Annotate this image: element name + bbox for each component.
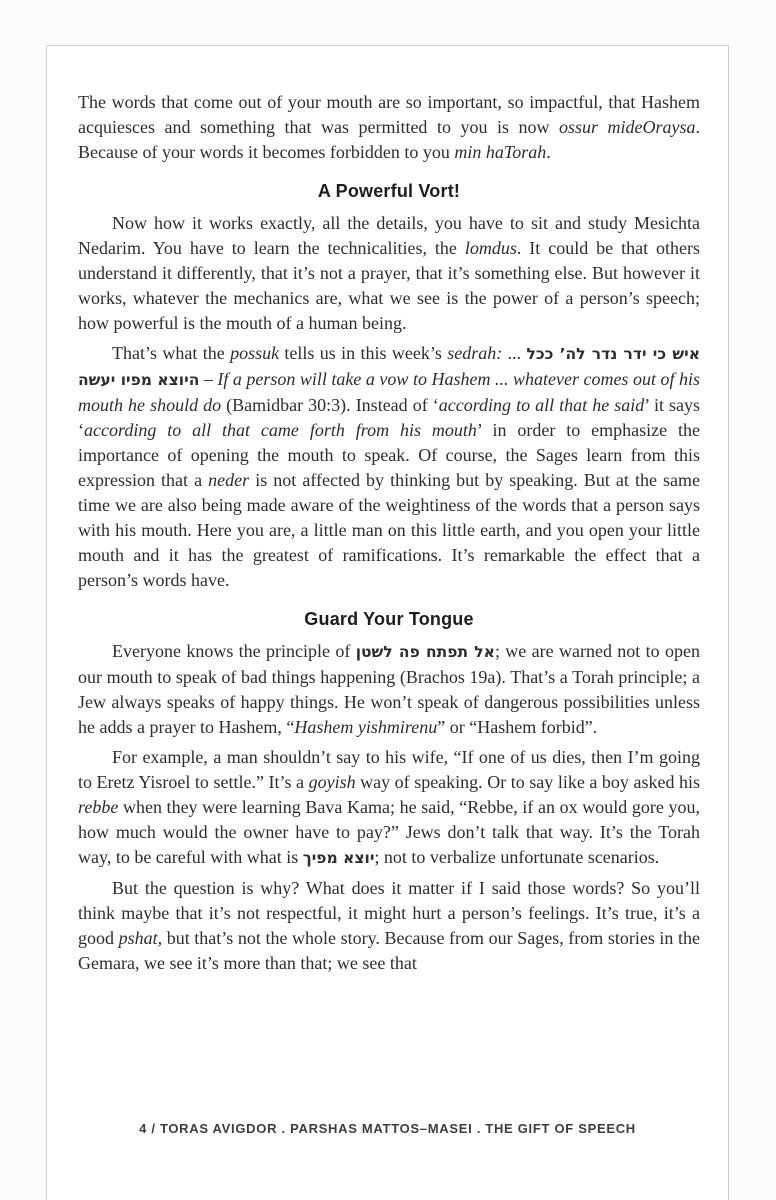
text-run: If a person will take a vow to Hashem ... whatever comes out of his mouth he should do — [78, 369, 700, 415]
page-container — [46, 45, 729, 1200]
text-run: For example, a man shouldn’t say to his wife, “If one of us dies, then I’m going to Eretz Yisroel to settle.” It’s a — [78, 747, 700, 792]
text-run: The words that come out of your mouth are so important, so impactful, that Hashem acquiesces and something that was permitted to you is now — [78, 92, 700, 137]
text-run: tells us in this week’s — [279, 343, 448, 363]
text-run: neder — [208, 470, 250, 490]
section-heading: A Powerful Vort! — [317, 181, 461, 201]
paragraph — [78, 745, 700, 871]
text-run: sedrah: — [447, 343, 503, 363]
text-run: ; not to verbalize unfortunate scenarios. — [374, 847, 660, 867]
document-content — [47, 46, 728, 976]
text-run: way of speaking. Or to say like a boy asked his — [355, 772, 700, 792]
text-run: Hashem yishmirenu — [294, 717, 438, 737]
text-run: That’s what the — [112, 343, 231, 363]
text-run: possuk — [230, 343, 280, 363]
text-run: ossur mideOraysa — [558, 117, 696, 137]
page-footer: 4 / TORAS AVIGDOR . PARSHAS MATTOS–MASEI . THE GIFT OF SPEECH — [139, 1121, 636, 1136]
text-run: pshat — [118, 928, 158, 948]
text-run: , but that’s not the whole story. Because from our Sages, from stories in the Gemara, we see it’s more than that; we see that — [78, 928, 701, 973]
hebrew-text-run: יוצא מפיך — [302, 849, 375, 867]
paragraph — [78, 90, 700, 165]
text-run: goyish — [308, 772, 356, 792]
text-run: rebbe — [78, 797, 119, 817]
text-run: . It could be that others understand it differently, that it’s not a prayer, that it’s something else. But however it works, whatever the mechanics are, what we see is the power of a person’s speech; how powerful is the mouth of a human being. — [78, 238, 700, 333]
text-run: according to all that he said — [438, 395, 645, 415]
text-run: . — [546, 142, 551, 162]
text-run: lomdus — [464, 238, 517, 258]
text-run: But the question is why? What does it matter if I said those words? So you’ll think maybe that it’s not respectful, it might hurt a person’s feelings. It’s true, it’s a good — [78, 878, 700, 948]
hebrew-text-run: איש כי ידר נדר לה’ ככל היוצא מפיו יעשה — [78, 345, 700, 389]
text-run: ; we are warned not to open our mouth to speak of bad things happening (Brachos 19a). That’s a Torah principle; a Jew always speaks of happy things. He won’t speak of dangerous possibilities unless he adds a prayer to Hashem, “ — [78, 641, 700, 737]
text-run: Everyone knows the principle of — [112, 641, 356, 661]
text-run: Now how it works exactly, all the details, you have to sit and study Mesichta Nedarim. You have to learn the technicalities, the — [78, 213, 700, 258]
text-run: ... — [502, 343, 527, 363]
text-run: ’ it says ‘ — [78, 395, 700, 440]
text-run: . Because of your words it becomes forbidden to you — [78, 117, 700, 162]
hebrew-text-run: אל תפתח פה לשטן — [355, 643, 495, 661]
paragraph — [78, 639, 700, 740]
text-run: ’ in order to emphasize the importance of opening the mouth to speak. Of course, the Sages learn from this expression that a — [78, 420, 701, 490]
text-run: ” or “Hashem forbid”. — [437, 717, 598, 737]
paragraph — [78, 876, 700, 976]
text-run: is not affected by thinking but by speaking. But at the same time we are also being made aware of the weightiness of the words that a person says with his mouth. Here you are, a little man on this little earth, and you open your little mouth and it has the greatest of ramifications. It’s remarkable the effect that a person’s words have. — [78, 470, 700, 590]
paragraph — [78, 341, 700, 593]
text-run: – — [199, 369, 218, 389]
text-run: (Bamidbar 30:3). Instead of ‘ — [221, 395, 439, 415]
section-heading: Guard Your Tongue — [304, 609, 474, 629]
paragraph — [78, 211, 700, 336]
text-run: according to all that came forth from his mouth — [84, 420, 477, 440]
text-run: min haTorah — [454, 142, 547, 162]
text-run: when they were learning Bava Kama; he said, “Rebbe, if an ox would gore you, how much would the owner have to pay?” Jews don’t talk that way. It’s the Torah way, to be careful with what is — [78, 797, 700, 867]
